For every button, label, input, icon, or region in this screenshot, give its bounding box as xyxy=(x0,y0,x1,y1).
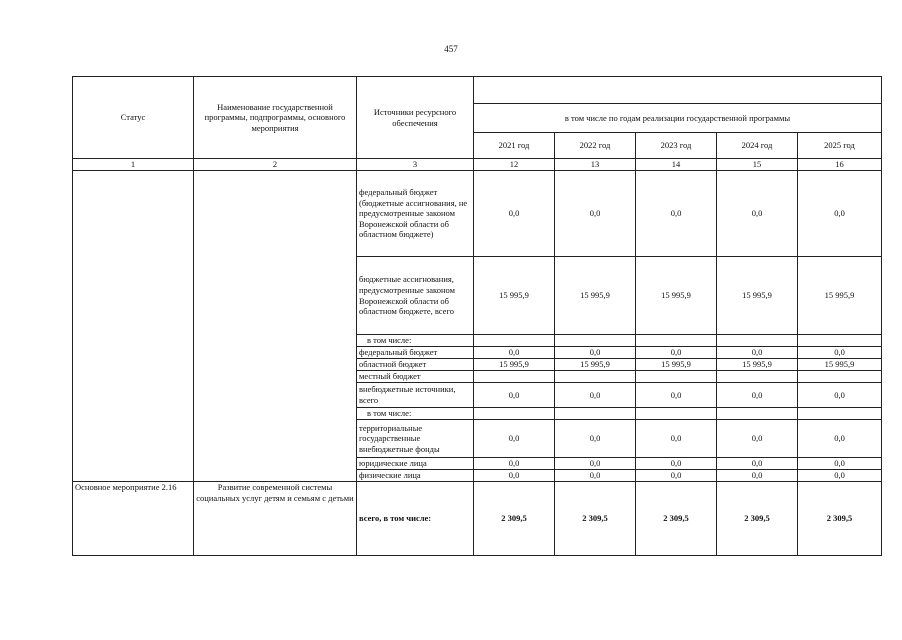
status-cell-empty xyxy=(73,171,194,482)
value-cell: 15 995,9 xyxy=(555,257,636,335)
value-cell: 0,0 xyxy=(474,347,555,359)
header-status: Статус xyxy=(73,77,194,159)
value-cell: 15 995,9 xyxy=(555,359,636,371)
measure-value: 2 309,5 xyxy=(798,482,882,556)
value-cell: 0,0 xyxy=(474,383,555,408)
source-cell: федеральный бюджет xyxy=(357,347,474,359)
source-cell: юридические лица xyxy=(357,458,474,470)
col-number: 3 xyxy=(357,159,474,171)
header-year-2025: 2025 год xyxy=(798,133,882,159)
source-cell: в том числе: xyxy=(357,408,474,420)
measure-source: всего, в том числе: xyxy=(357,482,474,556)
value-cell: 0,0 xyxy=(636,171,717,257)
value-cell: 0,0 xyxy=(636,383,717,408)
header-years-caption: в том числе по годам реализации государственной программы xyxy=(474,104,882,133)
value-cell: 0,0 xyxy=(717,171,798,257)
value-cell xyxy=(798,408,882,420)
value-cell xyxy=(474,335,555,347)
value-cell: 0,0 xyxy=(717,347,798,359)
measure-name: Развитие современной системы социальных услуг детям и семьям с детьми xyxy=(194,482,357,556)
resource-table xyxy=(72,76,882,556)
source-cell: в том числе: xyxy=(357,335,474,347)
value-cell: 0,0 xyxy=(798,347,882,359)
header-year-2021: 2021 год xyxy=(474,133,555,159)
value-cell xyxy=(798,371,882,383)
value-cell: 0,0 xyxy=(636,458,717,470)
col-number: 15 xyxy=(717,159,798,171)
value-cell: 0,0 xyxy=(555,347,636,359)
header-name: Наименование государственной программы, подпрограммы, основного мероприятия xyxy=(194,77,357,159)
col-number: 16 xyxy=(798,159,882,171)
value-cell xyxy=(798,335,882,347)
value-cell: 0,0 xyxy=(555,420,636,458)
header-sources: Источники ресурсного обеспечения xyxy=(357,77,474,159)
col-number: 1 xyxy=(73,159,194,171)
source-cell: бюджетные ассигнования, предусмотренные законом Воронежской области об областном бюджете, всего xyxy=(357,257,474,335)
page-number: 457 xyxy=(444,44,458,54)
value-cell xyxy=(555,371,636,383)
value-cell: 0,0 xyxy=(555,383,636,408)
value-cell xyxy=(555,408,636,420)
measure-value: 2 309,5 xyxy=(636,482,717,556)
value-cell xyxy=(636,335,717,347)
value-cell: 15 995,9 xyxy=(636,257,717,335)
source-cell: местный бюджет xyxy=(357,371,474,383)
value-cell: 0,0 xyxy=(555,171,636,257)
source-cell: территориальные государственные внебюджетные фонды xyxy=(357,420,474,458)
value-cell: 15 995,9 xyxy=(636,359,717,371)
col-number: 13 xyxy=(555,159,636,171)
value-cell: 0,0 xyxy=(798,420,882,458)
source-cell: внебюджетные источники, всего xyxy=(357,383,474,408)
value-cell: 0,0 xyxy=(636,347,717,359)
value-cell: 0,0 xyxy=(636,470,717,482)
col-number: 2 xyxy=(194,159,357,171)
value-cell: 0,0 xyxy=(798,383,882,408)
table-row xyxy=(73,171,882,257)
col-number: 14 xyxy=(636,159,717,171)
value-cell: 15 995,9 xyxy=(798,359,882,371)
source-cell: областной бюджет xyxy=(357,359,474,371)
value-cell xyxy=(474,371,555,383)
measure-value: 2 309,5 xyxy=(717,482,798,556)
name-cell-empty xyxy=(194,171,357,482)
value-cell xyxy=(636,371,717,383)
source-cell: физические лица xyxy=(357,470,474,482)
value-cell: 0,0 xyxy=(474,470,555,482)
value-cell: 0,0 xyxy=(717,470,798,482)
value-cell xyxy=(555,335,636,347)
value-cell: 0,0 xyxy=(555,470,636,482)
header-year-2023: 2023 год xyxy=(636,133,717,159)
header-blank xyxy=(474,77,882,104)
value-cell: 0,0 xyxy=(798,470,882,482)
value-cell: 15 995,9 xyxy=(798,257,882,335)
value-cell: 0,0 xyxy=(717,458,798,470)
value-cell: 15 995,9 xyxy=(717,359,798,371)
value-cell xyxy=(717,408,798,420)
value-cell xyxy=(717,335,798,347)
value-cell: 0,0 xyxy=(717,383,798,408)
value-cell: 0,0 xyxy=(717,420,798,458)
measure-status: Основное мероприятие 2.16 xyxy=(73,482,194,556)
value-cell: 0,0 xyxy=(555,458,636,470)
header-year-2022: 2022 год xyxy=(555,133,636,159)
value-cell xyxy=(636,408,717,420)
value-cell: 15 995,9 xyxy=(474,257,555,335)
source-cell: федеральный бюджет (бюджетные ассигнования, не предусмотренные законом Воронежской области об областном бюджете) xyxy=(357,171,474,257)
value-cell: 0,0 xyxy=(636,420,717,458)
value-cell: 0,0 xyxy=(798,171,882,257)
value-cell: 0,0 xyxy=(474,420,555,458)
value-cell: 15 995,9 xyxy=(717,257,798,335)
value-cell xyxy=(717,371,798,383)
value-cell: 15 995,9 xyxy=(474,359,555,371)
col-number: 12 xyxy=(474,159,555,171)
value-cell: 0,0 xyxy=(798,458,882,470)
header-year-2024: 2024 год xyxy=(717,133,798,159)
measure-value: 2 309,5 xyxy=(555,482,636,556)
value-cell: 0,0 xyxy=(474,171,555,257)
value-cell: 0,0 xyxy=(474,458,555,470)
value-cell xyxy=(474,408,555,420)
measure-value: 2 309,5 xyxy=(474,482,555,556)
measure-row xyxy=(73,482,882,556)
